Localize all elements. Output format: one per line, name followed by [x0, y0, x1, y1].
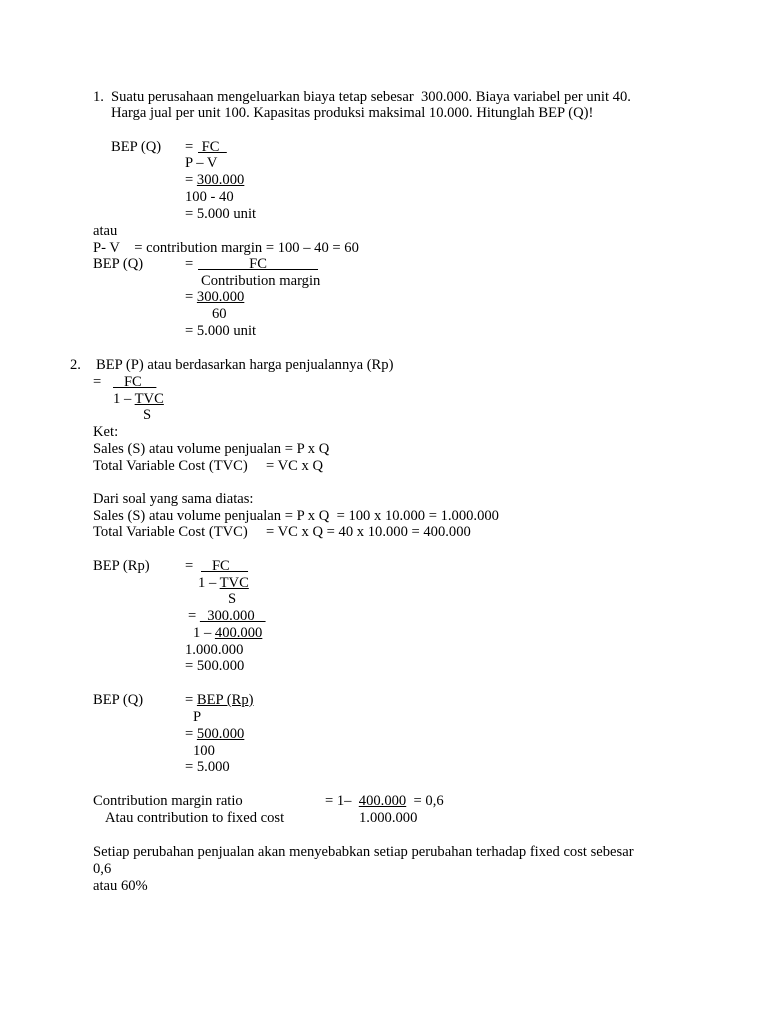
q2-cmr-label: Contribution margin ratio: [93, 793, 243, 809]
q1-text-line1: Suatu perusahaan mengeluarkan biaya tetap sebesar 300.000. Biaya variabel per unit 40.: [111, 89, 631, 105]
q2-cmr-formula: [325, 793, 444, 809]
q2-bepq-500-line: = 500.000: [185, 726, 245, 742]
q1-atau: atau: [93, 223, 118, 239]
q1-value-line-2: = 300.000: [185, 289, 245, 305]
q1-number: 1.: [93, 89, 104, 105]
q2-cmr-num: 400.000: [358, 793, 407, 809]
q2-s: S: [143, 407, 152, 423]
q2-bep-rp-fc: FC: [201, 558, 249, 574]
q2-bep-rp-label: BEP (Rp): [93, 558, 150, 574]
q2-bepq-line: = BEP (Rp): [185, 692, 254, 708]
q2-ket: Ket:: [93, 424, 119, 440]
q2-bep-rp-equals: =: [185, 558, 194, 574]
q1-fc-numerator-2: FC: [198, 256, 319, 272]
q2-note-line3: atau 60%: [93, 878, 148, 894]
q1-value-denominator-2: 60: [212, 306, 227, 322]
q2-bepq-result: = 5.000: [185, 759, 230, 775]
q2-bep-rp-eq2: = 300.000: [188, 608, 266, 624]
q2-bep-rp-numerator: 300.000: [199, 608, 266, 624]
q2-bepq-numerator: BEP (Rp): [196, 692, 254, 708]
q2-dari-soal: Dari soal yang sama diatas:: [93, 491, 254, 507]
q2-one-minus: 1 –: [113, 391, 135, 407]
q1-value-denominator: 100 - 40: [185, 189, 234, 205]
q2-number: 2.: [70, 357, 81, 373]
q2-bep-rp-one-minus: 1 –: [198, 575, 220, 591]
q2-cmr-den: 1.000.000: [359, 810, 418, 826]
q2-note-line2: 0,6: [93, 861, 112, 877]
q2-cmr-sub: Atau contribution to fixed cost: [105, 810, 285, 826]
q2-tvc-definition: Total Variable Cost (TVC) = VC x Q: [93, 458, 324, 474]
q1-equals-2: =: [185, 256, 194, 272]
q2-tvc-calc: Total Variable Cost (TVC) = VC x Q = 40 x 10.000 = 400.000: [93, 524, 471, 540]
q1-pv-denominator: P – V: [185, 155, 218, 171]
q2-fc-numerator: FC: [113, 374, 157, 390]
q1-pv-line: P- V = contribution margin = 100 – 40 = 60: [93, 240, 359, 256]
q2-bep-rp-tvc: TVC: [219, 575, 249, 591]
q2-sales-definition: Sales (S) atau volume penjualan = P x Q: [93, 441, 330, 457]
q2-title: BEP (P) atau berdasarkan harga penjualannya (Rp): [96, 357, 394, 373]
q2-sales-calc: Sales (S) atau volume penjualan = P x Q = 100 x 10.000 = 1.000.000: [93, 508, 499, 524]
q1-cm-denominator: Contribution margin: [201, 273, 321, 289]
q2-bepq-100: 100: [193, 743, 215, 759]
q2-bepq-label: BEP (Q): [93, 692, 144, 708]
q1-result-2: = 5.000 unit: [185, 323, 257, 339]
q2-bep-rp-one-minus-400: [193, 625, 262, 641]
q2-bep-rp-one-minus-2: 1 –: [193, 625, 215, 641]
q2-bep-rp-denominator: [198, 575, 249, 591]
q1-equals: =: [185, 139, 194, 155]
q2-cmr-val: = 0,6: [406, 793, 444, 809]
q2-bep-rp-400: 400.000: [214, 625, 263, 641]
q2-bepq-p: P: [193, 709, 202, 725]
q2-bep-rp-den: 1.000.000: [185, 642, 244, 658]
q2-note-line1: Setiap perubahan penjualan akan menyebabkan setiap perubahan terhadap fixed cost sebesar: [93, 844, 634, 860]
q1-bep-label-2: BEP (Q): [93, 256, 144, 272]
q1-value-numerator-2: 300.000: [196, 289, 245, 305]
q1-bep-label: BEP (Q): [111, 139, 162, 155]
q1-text-line2: Harga jual per unit 100. Kapasitas produksi maksimal 10.000. Hitunglah BEP (Q)!: [111, 105, 594, 121]
q2-bep-rp-s: S: [228, 591, 237, 607]
q1-fc-numerator: FC: [198, 139, 227, 155]
q2-tvc: TVC: [134, 391, 164, 407]
q2-bepq-500: 500.000: [196, 726, 245, 742]
q1-value-numerator: 300.000: [196, 172, 245, 188]
q1-value-line: = 300.000: [185, 172, 245, 188]
q2-bep-rp-result: = 500.000: [185, 658, 245, 674]
q2-equals: =: [93, 374, 102, 390]
q1-result: = 5.000 unit: [185, 206, 257, 222]
q2-cmr-eq: = 1–: [325, 793, 359, 809]
q2-denominator-line: [113, 391, 164, 407]
